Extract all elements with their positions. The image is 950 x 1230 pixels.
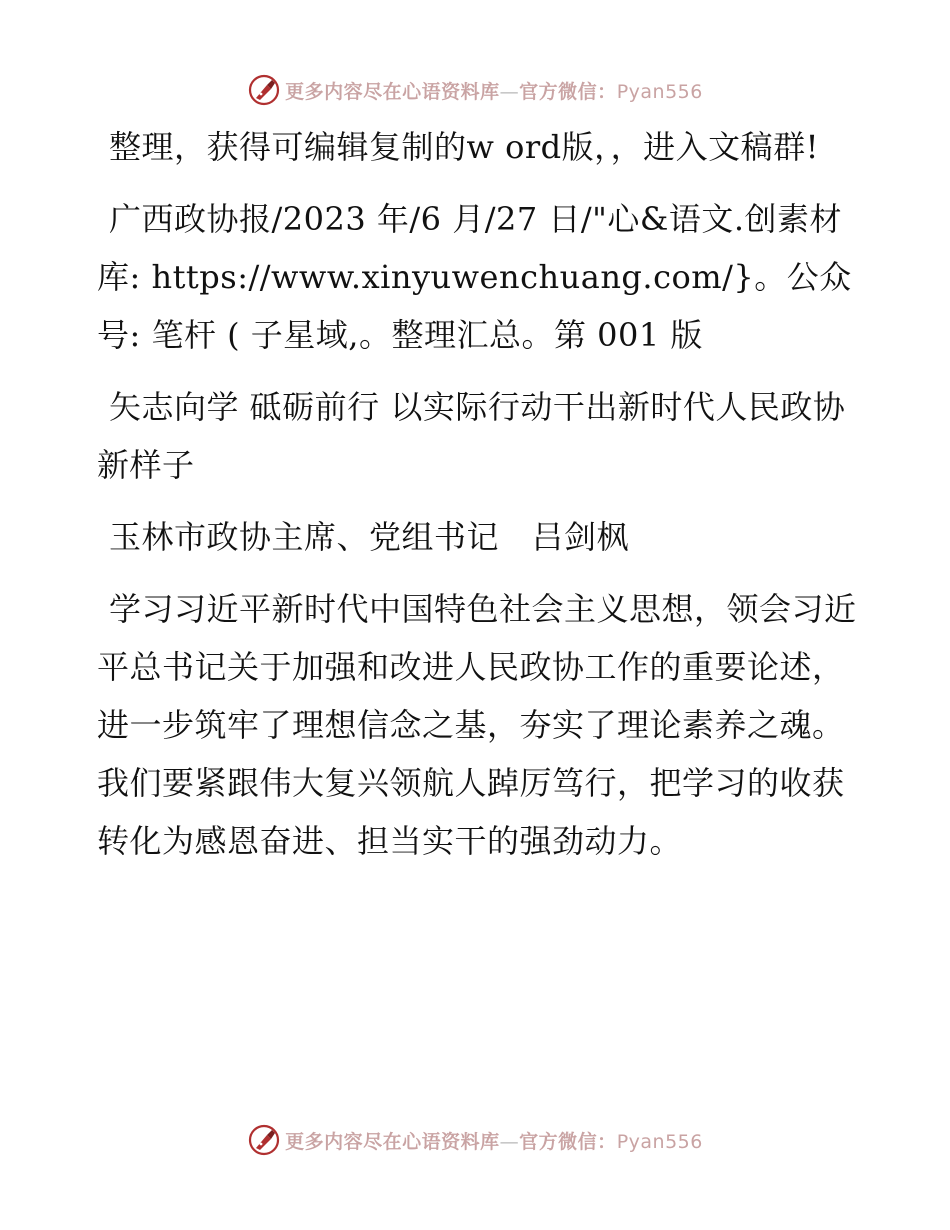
header-banner [0, 70, 950, 110]
document-body [97, 118, 857, 884]
pen-nib-logo-icon [247, 73, 281, 107]
paragraph-intro: 整理，获得可编辑复制的w ord版，，进入文稿群! [109, 128, 819, 166]
header-banner-slogan: 更多内容尽在心语资料库 [285, 80, 500, 103]
footer-banner-slogan: 更多内容尽在心语资料库 [285, 1130, 500, 1153]
footer-banner-official: 官方微信： [519, 1130, 617, 1153]
pen-nib-logo-icon [247, 1123, 281, 1157]
article-author: 玉林市政协主席、党组书记 吕剑枫 [109, 518, 630, 556]
footer-banner-separator: — [499, 1130, 520, 1153]
header-banner-inner [247, 73, 703, 107]
header-banner-official: 官方微信： [519, 80, 617, 103]
article-title: 矢志向学 砥砺前行 以实际行动干出新时代人民政协新样子 [97, 388, 846, 484]
footer-banner-account: Pyan556 [616, 1130, 703, 1153]
header-banner-account: Pyan556 [616, 80, 703, 103]
header-banner-separator: — [499, 80, 520, 103]
paragraph-body: 学习习近平新时代中国特色社会主义思想，领会习近平总书记关于加强和改进人民政协工作的重要论述，进一步筑牢了理想信念之基，夯实了理论素养之魂。我们要紧跟伟大复兴领航人踔厉笃行，把学习的收获转化为感恩奋进、担当实干的强劲动力。 [97, 590, 857, 860]
footer-banner-text [285, 1127, 703, 1154]
footer-banner [0, 1120, 950, 1160]
header-banner-text [285, 77, 703, 104]
footer-banner-inner [247, 1123, 703, 1157]
paragraph-source: 广西政协报/2023 年/6 月/27 日/"心&语文.创素材库: https://www.xinyuwenchuang.com/}。公众号: 笔杆 ( 子星域,。整理汇总。第 001 版 [97, 200, 852, 354]
